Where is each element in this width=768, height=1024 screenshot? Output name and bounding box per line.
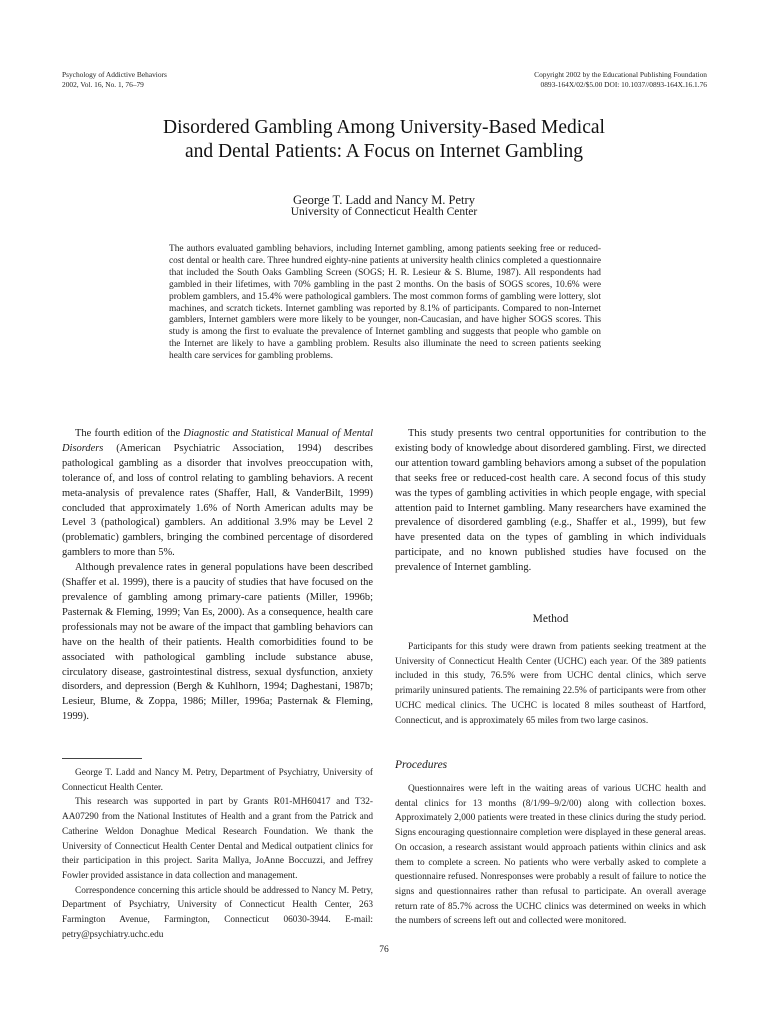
footnote-affiliation: George T. Ladd and Nancy M. Petry, Department of Psychiatry, University of Connecticut Health Center. <box>62 768 373 793</box>
participants-paragraph: Participants for this study were drawn from patients seeking treatment at the University of Connecticut Health Center (UCHC) each year. Of the 389 patients included in this study, 76.5% were from UCHC dental clinics, which serve primarily uninsured patients. The remaining 22.5% of participants were from other UCHC medical clinics. The UCHC is located 8 miles southeast of Hartford, Connecticut, and is approximately 65 miles from two large casinos. <box>395 642 706 726</box>
authors: George T. Ladd and Nancy M. Petry <box>293 193 475 207</box>
abstract: The authors evaluated gambling behaviors, including Internet gambling, among patients seeking free or reduced-cost dental or health care. Three hundred eighty-nine patients at university health clinics completed a questionnaire that included the South Oaks Gambling Screen (SOGS; H. R. Lesieur & S. Blume, 1987). All respondents had gambled in their lifetimes, with 70% gambling in the past 2 months. On the basis of SOGS scores, 10.6% were problem gamblers, and 15.4% were pathological gamblers. The most common forms of gambling were lottery, slot machines, and scratch tickets. Internet gambling was reported by 8.1% of participants. Compared to non-Internet gamblers, Internet gamblers were more likely to be younger, non-Caucasian, and have higher SOGS scores. This study is among the first to evaluate the prevalence of Internet gambling and suggests that people who gamble on the Internet are likely to have a gambling problem. Results also illuminate the need to screen patients seeking health care services for gambling problems. <box>169 244 601 362</box>
title-line-1: Disordered Gambling Among University-Based Medical <box>163 117 605 138</box>
copyright-info <box>430 70 707 89</box>
dsm-title: Diagnostic and Statistical Manual of Mental Disorders <box>62 428 373 454</box>
intro-text: The fourth edition of the <box>75 428 184 439</box>
procedures-section <box>395 782 706 929</box>
author-footnote <box>62 766 373 942</box>
method-heading: Method <box>532 613 569 625</box>
journal-info <box>62 70 322 89</box>
right-column <box>395 427 706 576</box>
affiliation: University of Connecticut Health Center <box>290 206 478 218</box>
intro-paragraph-3: This study presents two central opportunities for contribution to the existing body of knowledge about disordered gambling. First, we directed our attention toward gambling behaviors among a subset of the population that seeks free or reduced-cost health care. A second focus of this study was the types of gambling activities in which people engage, with special attention paid to Internet gambling. Many researchers have examined the prevalence of disordered gambling (e.g., Shaffer et al., 1999), but few have presented data on the types of gambling in which individuals participate, and no known published studies have focused on the prevalence of Internet gambling. <box>395 428 706 574</box>
page-number: 76 <box>379 945 389 955</box>
copyright-line: Copyright 2002 by the Educational Publishing Foundation <box>534 70 707 79</box>
doi-line: 0893-164X/02/$5.00 DOI: 10.1037//0893-164X.16.1.76 <box>540 79 707 89</box>
footnote-correspondence: Correspondence concerning this article should be addressed to Nancy M. Petry, Department of Psychiatry, University of Connecticut Health Center, 263 Farmington Avenue, Farmington, Connecticut 06030-3944. E-mail: petry@psychiatry.uchc.edu <box>62 885 373 940</box>
article-title <box>60 116 708 164</box>
journal-name: Psychology of Addictive Behaviors <box>62 70 167 79</box>
procedures-heading: Procedures <box>395 759 448 771</box>
title-line-2: and Dental Patients: A Focus on Internet Gambling <box>184 141 584 162</box>
intro-text-cont: (American Psychiatric Association, 1994) describes pathological gambling as a disorder that involves preoccupation with, tolerance of, and loss of control relating to gambling behaviors. A recent meta-analysis of prevalence rates (Shaffer, Hall, & VanderBilt, 1999) concluded that approximately 1.6% of North American adults may be Level 3 (pathological) gamblers. An additional 3.9% may be Level 2 (problematic) gamblers, bringing the combined percentage of disordered gamblers to more than 5%. <box>62 442 373 559</box>
intro-paragraph-1 <box>62 427 373 561</box>
left-column <box>62 427 373 725</box>
intro-paragraph-2: Although prevalence rates in general populations have been described (Shaffer et al. 1999), there is a paucity of studies that have focused on the prevalence of gambling among primary-care patients (Miller, 1996b; Pasternak & Fleming, 1999; Van Es, 2000). As a consequence, health care professionals may not be aware of the impact that gambling behaviors can have on the health of their patients. Health comorbidities found to be associated with pathological gambling include substance abuse, circulatory disease, gastrointestinal distress, sexual dysfunction, anxiety disorders, and depression (Bergh & Kuhlhorn, 1994; Daghestani, 1987b; Lesieur, Blume, & Zoppa, 1986; Miller, 1996a; Pasternak & Fleming, 1999). <box>62 562 373 723</box>
journal-volume: 2002, Vol. 16, No. 1, 76–79 <box>62 79 144 89</box>
procedures-paragraph: Questionnaires were left in the waiting areas of various UCHC health and dental clinics for 13 months (8/1/99–9/2/00) along with collection boxes. Approximately 2,000 patients were treated in these clinics during the study period. Signs encouraging questionnaire completion were displayed in these general areas. On occasion, a research assistant would approach patients within clinics and ask them to complete a screen. No patients who were verbally asked to complete a questionnaire refused. Nonresponses were probably a result of failure to notice the signs and questionnaires rather than refusal to participate. An overall average return rate of 85.7% across the UCHC clinics was determined on weeks in which the numbers of screens left out and collected were monitored. <box>395 784 706 927</box>
method-section <box>395 640 706 728</box>
footnote-funding: This research was supported in part by Grants R01-MH60417 and T32-AA07290 from the National Institutes of Health and a grant from the Patrick and Catherine Weldon Donaghue Medical Research Foundation. We thank the University of Connecticut Health Center Dental and Medical outpatient clinics for their participation in this project. Sarita Mallya, JoAnne Boccuzzi, and Jeffrey Fowler provided assistance in data collection and management. <box>62 797 373 881</box>
footnote-rule <box>62 758 142 759</box>
